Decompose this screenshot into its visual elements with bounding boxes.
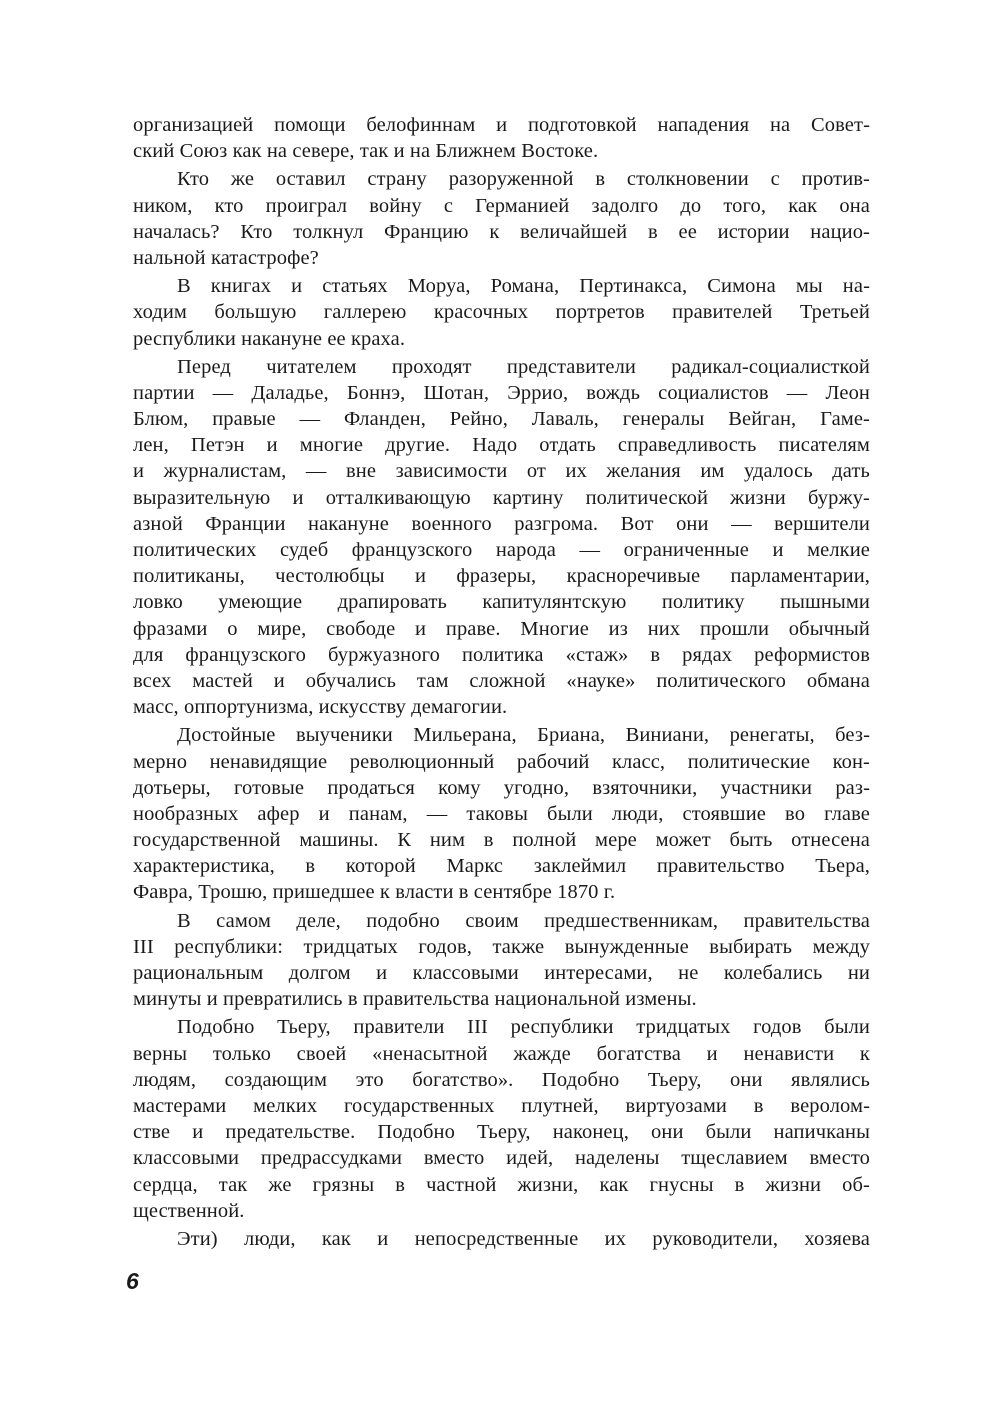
paragraph	[133, 354, 870, 721]
text-line: III республики: тридцатых годов, также вынужденные выбирать между	[133, 935, 870, 958]
text-line: республики накануне ее краха.	[133, 327, 406, 350]
text-line: Блюм, правые — Фланден, Рейно, Лаваль, генералы Вейган, Гаме-	[133, 408, 870, 431]
text-line: нальной катастрофе?	[133, 246, 319, 269]
text-line: политиканы, честолюбцы и фразеры, красноречивые парламентарии,	[133, 565, 870, 588]
paragraph	[133, 722, 870, 905]
text-line: дотьеры, готовые продаться кому угодно, взяточники, участники раз-	[133, 776, 870, 799]
paragraph	[133, 1014, 870, 1224]
text-line: для французского буржуазного политика «стаж» в рядах реформистов	[133, 643, 870, 666]
paragraph	[133, 166, 870, 271]
text-line: рациональным долгом и классовыми интересами, не колебались ни	[133, 962, 870, 984]
text-line: ходим большую галлерею красочных портретов правителей Третьей	[133, 301, 870, 324]
text-line: Эти) люди, как и непосредственные их руководители, хозяева	[177, 1227, 870, 1250]
paragraph	[133, 273, 870, 352]
text-line: стве и предательстве. Подобно Тьеру, наконец, они были напичканы	[133, 1121, 870, 1144]
text-line: классовыми предрассудками вместо идей, наделены тщеславием вместо	[133, 1147, 870, 1170]
text-line: щественной.	[133, 1199, 245, 1222]
text-line: нообразных афер и панам, — таковы были люди, стоявшие во главе	[133, 802, 870, 825]
text-line: и журналистам, — вне зависимости от их желания им удалось дать	[133, 460, 870, 483]
text-line: фразами о мире, свободе и праве. Многие из них прошли обычный	[133, 617, 870, 640]
text-line: В самом деле, подобно своим предшественникам, правительства	[177, 909, 870, 932]
text-line: масс, оппортунизма, искусству демагогии.	[133, 696, 508, 719]
page-number: 6	[126, 1268, 139, 1294]
text-line: В книгах и статьях Моруа, Романа, Пертинакса, Симона мы на-	[177, 275, 870, 298]
text-line: Кто же оставил страну разоруженной в столкновении с против-	[177, 168, 870, 191]
text-line: людям, создающим это богатство». Подобно Тьеру, они являлись	[133, 1068, 870, 1091]
text-line: политических судеб французского народа — ограниченные и мелкие	[133, 539, 870, 561]
text-line: всех мастей и обучались там сложной «науке» политического обмана	[133, 669, 870, 692]
text-line: азной Франции накануне военного разгрома. Вот они — вершители	[133, 512, 870, 535]
paragraph	[133, 112, 870, 164]
text-line: сердца, так же грязны в частной жизни, как гнусны в жизни об-	[133, 1173, 870, 1196]
text-line: Достойные выученики Мильерана, Бриана, Виниани, ренегаты, без-	[177, 724, 870, 747]
text-line: мерно ненавидящие революционный рабочий класс, политические кон-	[133, 750, 870, 773]
text-line: Фавра, Трошю, пришедшее к власти в сентябре 1870 г.	[133, 881, 616, 904]
body-text	[133, 112, 870, 1254]
text-line: характеристика, в которой Маркс заклеймил правительство Тьера,	[133, 855, 870, 878]
text-line: Перед читателем проходят представители радикал-социалисткой	[177, 355, 870, 378]
text-line: выразительную и отталкивающую картину политической жизни буржу-	[133, 486, 870, 509]
text-line: началась? Кто толкнул Францию к величайшей в ее истории нацио-	[133, 220, 870, 243]
text-line: Подобно Тьеру, правители III республики тридцатых годов были	[177, 1016, 870, 1039]
text-line: минуты и превратились в правительства национальной измены.	[133, 988, 697, 1011]
paragraph	[133, 908, 870, 1013]
paragraph	[133, 1226, 870, 1252]
text-line: верны только своей «ненасытной жажде богатства и ненависти к	[133, 1042, 870, 1065]
text-line: организацией помощи белофиннам и подготовкой нападения на Совет-	[133, 114, 870, 136]
text-line: мастерами мелких государственных плутней, виртуозами в веролом-	[133, 1094, 870, 1117]
text-line: лен, Петэн и многие другие. Надо отдать справедливость писателям	[133, 434, 870, 457]
text-line: ловко умеющие драпировать капитулянтскую политику пышными	[133, 591, 870, 614]
text-line: ником, кто проиграл войну с Германией задолго до того, как она	[133, 194, 870, 217]
text-line: ский Союз как на севере, так и на Ближнем Востоке.	[133, 140, 599, 163]
text-line: партии — Даладье, Боннэ, Шотан, Эррио, вождь социалистов — Леон	[133, 381, 870, 404]
text-line: государственной машины. К ним в полной мере может быть отнесена	[133, 829, 870, 852]
